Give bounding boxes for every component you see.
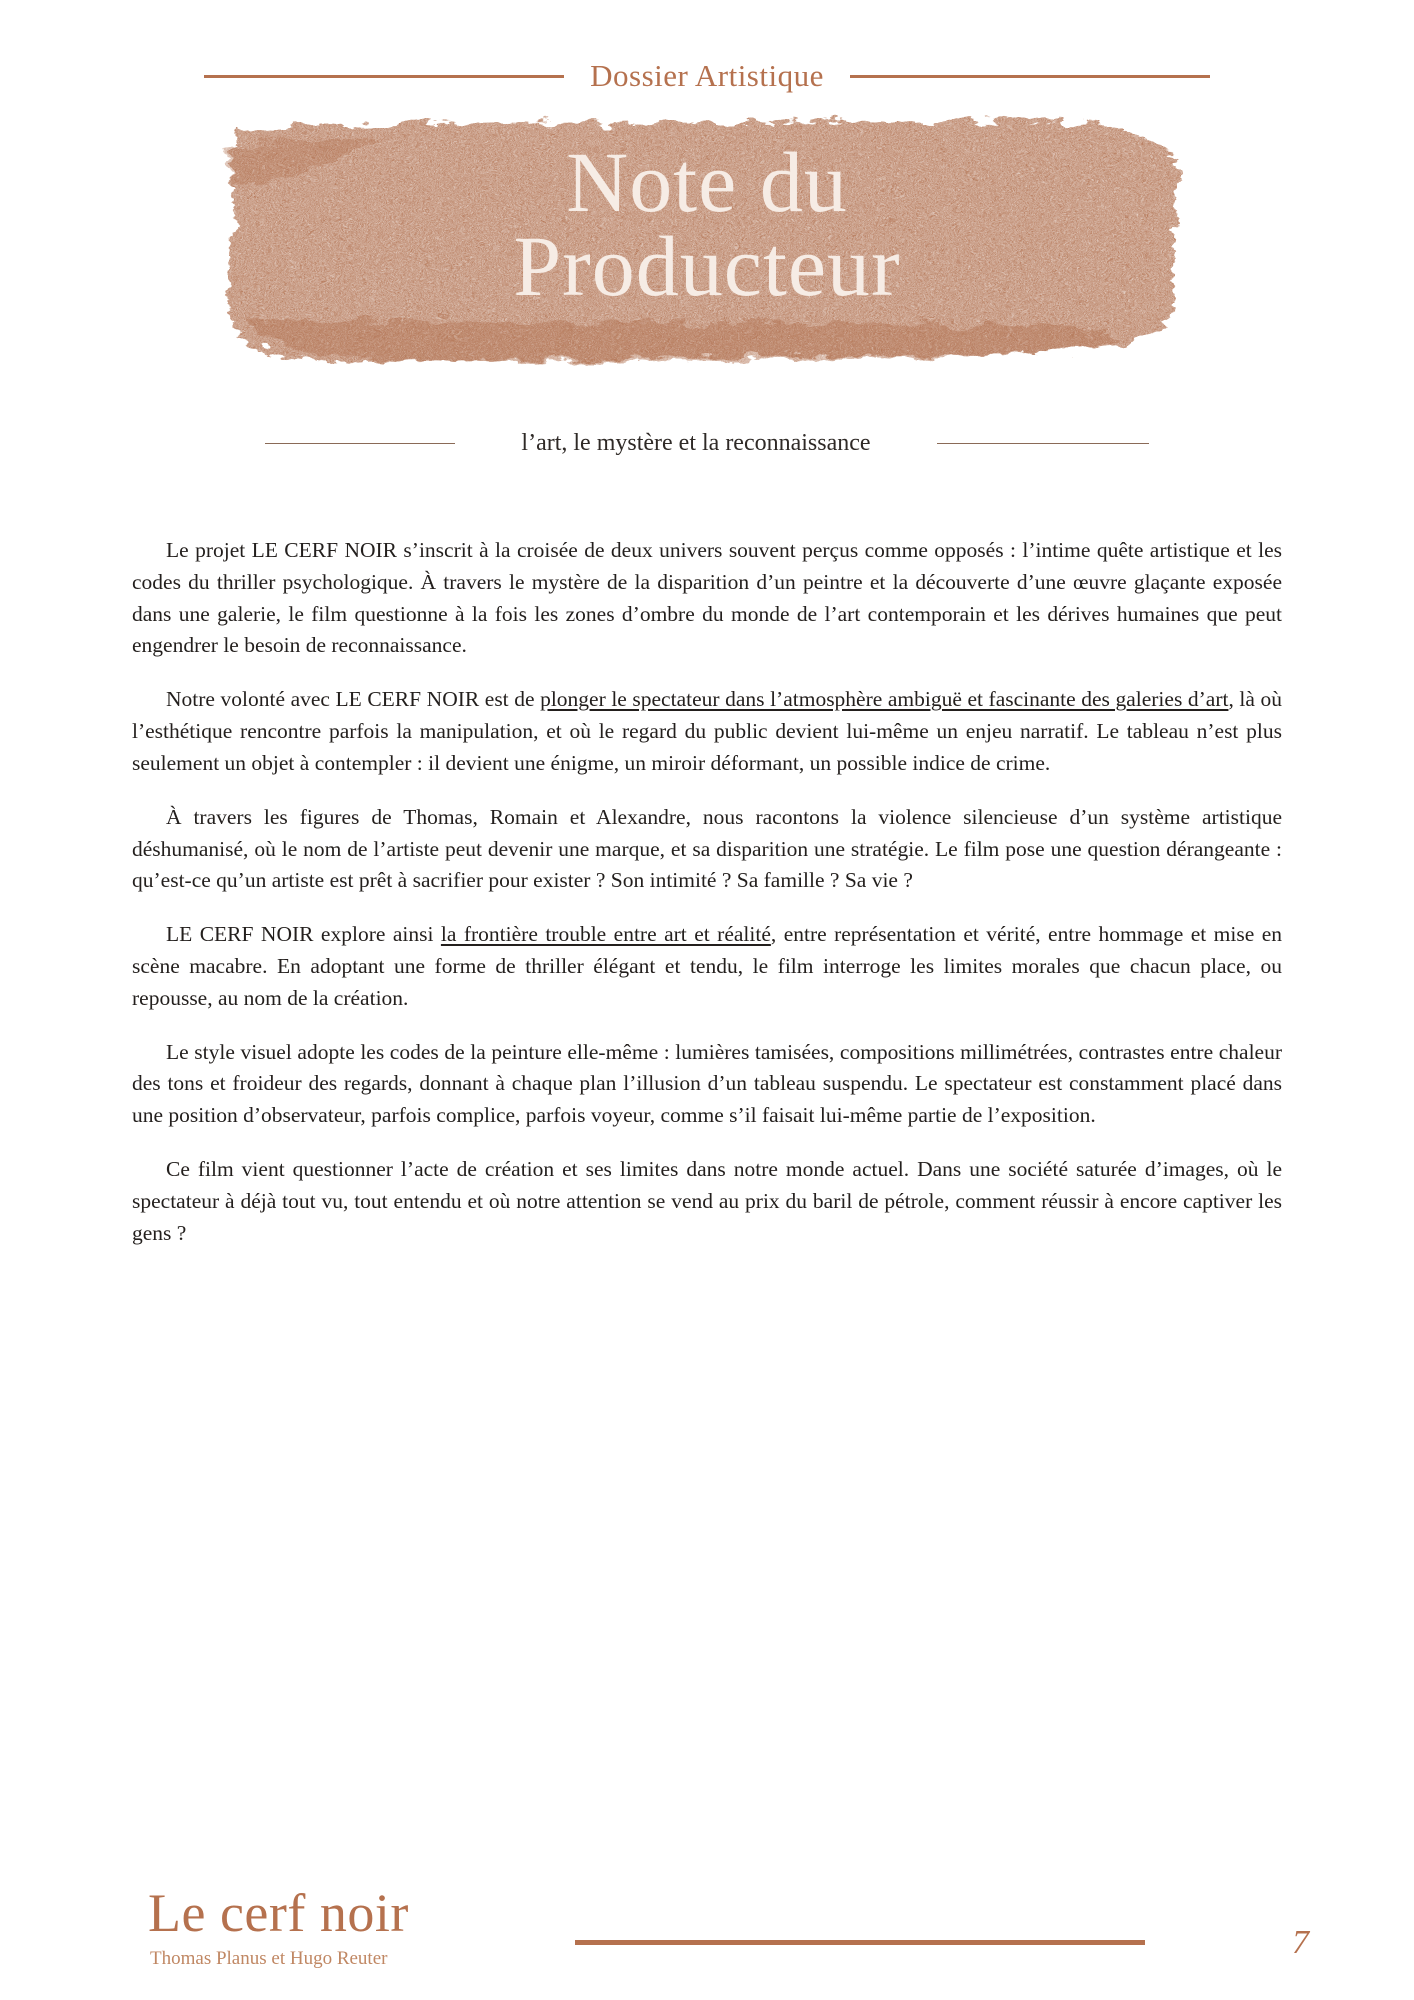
paragraph-3 (132, 802, 1282, 897)
subtitle-text: l’art, le mystère et la reconnaissance (521, 430, 871, 456)
hero-title-line-1: Note du (566, 134, 848, 230)
paragraph-1 (132, 535, 1282, 662)
paragraph-2-text-b: , là où l’esthétique rencontre parfois la manipulation, et où le regard du public devient lui-même un enjeu narratif. Le tableau n’est plus seulement un objet à contempler : il devient une énigme, un miroir déformant, un possible indice de crime. (132, 687, 1282, 775)
hero-title (0, 134, 1414, 315)
paragraph-3-text: À travers les figures de Thomas, Romain et Alexandre, nous racontons la violence silencieuse d’un système artistique déshumanisé, où le nom de l’artiste peut devenir une marque, et sa disparition une stratégie. Le film pose une question dérangeante : qu’est-ce qu’un artiste est prêt à sacrifier pour exister ? Son intimité ? Sa famille ? Sa vie ? (132, 804, 1282, 893)
paragraph-2-emphasis: plonger le spectateur dans l’atmosphère ambiguë et fascinante des galeries d’art (540, 687, 1229, 712)
paragraph-6-text: Ce film vient questionner l’acte de création et ses limites dans notre monde actuel. Dans une société saturée d’images, où le spectateur à déjà tout vu, tout entendu et où notre attention se vend au prix du baril de pétrole, comment réussir à encore captiver les gens ? (132, 1157, 1282, 1245)
paragraph-4-emphasis: la frontière trouble entre art et réalité (440, 922, 771, 947)
page-footer (0, 1830, 1414, 2000)
header-title: Dossier Artistique (590, 58, 824, 93)
body-copy (132, 535, 1282, 1249)
subtitle-rule-left (265, 443, 455, 445)
header-rule-left (204, 75, 564, 78)
paragraph-4-text-b: , entre représentation et vérité, entre hommage et mise en scène macabre. En adoptant une forme de thriller élégant et tendu, le film interroge les limites morales que chacun place, ou repousse, au nom de la création. (132, 922, 1283, 1010)
paragraph-2 (132, 684, 1282, 779)
page-header (0, 58, 1414, 94)
paragraph-5 (132, 1037, 1282, 1132)
footer-rule (575, 1940, 1145, 1945)
paragraph-2-text-a: Notre volonté avec LE CERF NOIR est de (166, 687, 541, 712)
footer-authors: Thomas Planus et Hugo Reuter (150, 1948, 388, 1969)
header-rule-right (850, 75, 1210, 78)
subtitle-block (0, 430, 1414, 457)
page-number: 7 (1292, 1924, 1309, 1961)
paragraph-4-text-a: LE CERF NOIR explore ainsi (166, 922, 441, 947)
hero-title-line-2: Producteur (513, 218, 901, 315)
paragraph-6 (132, 1154, 1282, 1249)
paragraph-1-text: Le projet LE CERF NOIR s’inscrit à la croisée de deux univers souvent perçus comme opposés : l’intime quête artistique et les codes du thriller psychologique. À travers le mystère de la disparition d’un peintre et la découverte d’une œuvre glaçante exposée dans une galerie, le film questionne à la fois les zones d’ombre du monde de l’art contemporain et les dérives humaines que peut engendrer le besoin de reconnaissance. (132, 538, 1282, 658)
paragraph-4 (132, 919, 1282, 1014)
subtitle-rule-right (937, 443, 1149, 445)
footer-brand: Le cerf noir (148, 1883, 409, 1943)
hero-title-block (0, 112, 1414, 377)
paragraph-5-text: Le style visuel adopte les codes de la peinture elle-même : lumières tamisées, compositions millimétrées, contrastes entre chaleur des tons et froideur des regards, donnant à chaque plan l’illusion d’un tableau suspendu. Le spectateur est constamment placé dans une position d’observateur, parfois complice, parfois voyeur, comme s’il faisait lui-même partie de l’exposition. (132, 1039, 1282, 1128)
